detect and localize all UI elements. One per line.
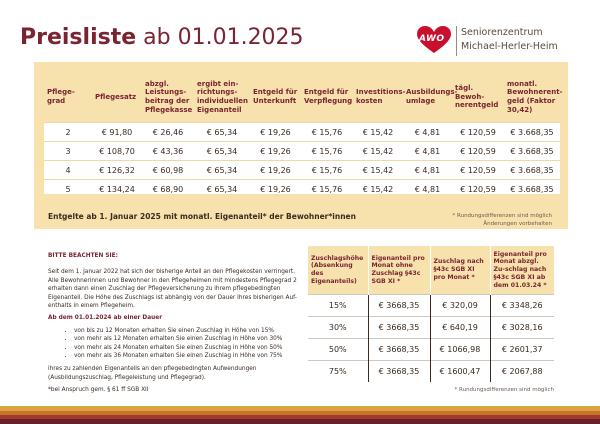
cell-verpflegung: € 15,76: [301, 123, 353, 142]
cell-pflegegrad: 2: [44, 123, 92, 142]
cell-leistungsbeitrag: € 60,98: [142, 161, 194, 180]
cell-verpflegung: € 15,76: [301, 161, 353, 180]
footer-stripe-4: [0, 419, 600, 424]
cell-leistungsbeitrag: € 43,36: [142, 142, 194, 161]
cell-ausbildungsumlage: € 4,81: [403, 123, 452, 142]
cell-pflegesatz: € 134,24: [92, 180, 142, 199]
cell-pflegesatz: € 108,70: [92, 142, 142, 161]
notice-heading: BITTE BEACHTEN SIE:: [48, 253, 118, 259]
price-panel: [34, 62, 568, 229]
cell-ausbildungsumlage: € 4,81: [403, 180, 452, 199]
cell-leistungsbeitrag: € 26,46: [142, 123, 194, 142]
list-item: • von bis zu 12 Monaten erhalten Sie einen Zuschlag in Höhe von 15%: [74, 327, 300, 335]
cell-eigenanteil: € 65,34: [194, 123, 250, 142]
cell-zuschlag: € 320,09: [430, 295, 490, 317]
cell-pflegesatz: € 126,32: [92, 161, 142, 180]
list-item: • von mehr als 24 Monaten erhalten Sie einen Zuschlag in Höhe von 50%: [74, 344, 300, 352]
cell-eigenanteil: € 65,34: [194, 142, 250, 161]
cell-taegl-entgeld: € 120,59: [452, 123, 504, 142]
cell-unterkunft: € 19,26: [250, 142, 301, 161]
cell-eigenanteil-ohne: € 3668,35: [368, 361, 430, 383]
cell-eigenanteil-abzgl: € 2601,37: [490, 339, 554, 361]
surcharge-list: [48, 327, 300, 361]
notice-section: [48, 252, 300, 398]
price-footnote: Entgelte ab 1. Januar 2025 mit monatl. Eigenanteil* der Bewohner*innen: [48, 212, 356, 221]
table-row: [44, 180, 560, 199]
price-table-area: [44, 72, 563, 194]
cell-eigenanteil-ohne: € 3668,35: [368, 295, 430, 317]
logo-divider: [456, 26, 457, 56]
logo-mark: AWO: [419, 34, 445, 44]
cell-leistungsbeitrag: € 68,90: [142, 180, 194, 199]
cell-investitionskosten: € 15,42: [353, 142, 403, 161]
changes-note: Änderungen vorbehalten: [483, 221, 552, 227]
cell-monatl-entgeld: € 3.668,35: [504, 180, 560, 199]
table-row: [308, 361, 554, 383]
table-row: [308, 317, 554, 339]
header-eigenanteil: ergibt ein-richtungs-individuellen Eigenanteil: [197, 79, 249, 114]
notice-paragraph-1: Seit dem 1. Januar 2022 hat sich der bisherige Anteil an den Pflegekosten verringert. Alle Bewohnerinnen und Bewohner in den Pflegeheimen mit mindestens Pflegegrad 2 erhalten dann einen Zuschlag der Pflegeversicherung zu ihrem pflegebedingten Eigenanteil. Die Höhe des Zuschlags ist abhängig von der Dauer Ihres bisherigen Auf-enthalts in einem Pflegeheim.: [48, 269, 297, 309]
cell-verpflegung: € 15,76: [301, 142, 353, 161]
cell-pflegegrad: 5: [44, 180, 92, 199]
header-investitionskosten: Investitions-kosten: [356, 88, 406, 105]
surcharge-rounding-note: * Rundungsdifferenzen sind möglich: [454, 387, 554, 393]
header-pflegesatz: Pflegesatz: [95, 92, 137, 101]
cell-zuschlagshoehe: 50%: [308, 339, 368, 361]
cell-taegl-entgeld: € 120,59: [452, 180, 504, 199]
cell-zuschlag: € 640,19: [430, 317, 490, 339]
cell-monatl-entgeld: € 3.668,35: [504, 123, 560, 142]
surcharge-panel: [308, 246, 554, 380]
header-taegl-entgeld: tägl. Bewoh-nerentgeld: [455, 83, 499, 110]
logo-line-2: Michael-Herler-Heim: [461, 41, 558, 52]
cell-verpflegung: € 15,76: [301, 180, 353, 199]
cell-ausbildungsumlage: € 4,81: [403, 161, 452, 180]
cell-eigenanteil-abzgl: € 3348,26: [490, 295, 554, 317]
table-row: [44, 123, 560, 142]
notice-subheading: Ab dem 01.01.2024 ab einer Dauer: [48, 315, 163, 322]
list-item: • von mehr als 36 Monaten erhalten Sie einen Zuschlag in Höhe von 75%: [74, 352, 300, 360]
cell-investitionskosten: € 15,42: [353, 180, 403, 199]
header-zuschlagshoehe: Zuschlagshöhe (Absenkung des Eigenanteils): [311, 254, 364, 285]
header-zuschlag: Zuschlag nach §43c SGB XI pro Monat *: [430, 246, 490, 295]
logo-line-1: Seniorenzentrum: [461, 27, 543, 38]
cell-monatl-entgeld: € 3.668,35: [504, 142, 560, 161]
header-pflegegrad: Pflege-grad: [47, 88, 75, 105]
price-table-header: [44, 72, 560, 123]
cell-unterkunft: € 19,26: [250, 161, 301, 180]
cell-zuschlagshoehe: 75%: [308, 361, 368, 383]
table-row: [44, 142, 560, 161]
awo-logo: [416, 26, 588, 56]
cell-ausbildungsumlage: € 4,81: [403, 142, 452, 161]
cell-pflegesatz: € 91,80: [92, 123, 142, 142]
header-monatl-entgeld: monatl. Bewohnerent-geld (Faktor 30,42): [507, 79, 563, 114]
cell-monatl-entgeld: € 3.668,35: [504, 161, 560, 180]
header-ausbildungsumlage: Ausbildungs-umlage: [406, 88, 458, 105]
cell-eigenanteil-ohne: € 3668,35: [368, 339, 430, 361]
cell-investitionskosten: € 15,42: [353, 123, 403, 142]
surcharge-table: [308, 246, 554, 382]
table-row: [308, 295, 554, 317]
header-unterkunft: Entgeld für Unterkunft: [253, 88, 298, 105]
cell-unterkunft: € 19,26: [250, 123, 301, 142]
notice-paragraph-3: *bei Anspruch gem. § 61 ff SGB XII: [48, 387, 149, 394]
cell-eigenanteil: € 65,34: [194, 180, 250, 199]
cell-pflegegrad: 3: [44, 142, 92, 161]
cell-pflegegrad: 4: [44, 161, 92, 180]
price-table: [44, 72, 563, 198]
cell-eigenanteil: € 65,34: [194, 161, 250, 180]
cell-investitionskosten: € 15,42: [353, 161, 403, 180]
header-leistungsbeitrag: abzgl. Leistungs-beitrag der Pflegekasse: [145, 79, 193, 114]
cell-taegl-entgeld: € 120,59: [452, 161, 504, 180]
header-eigenanteil-abzgl: Eigenanteil pro Monat abzgl. Zu-schlag nach §43c SGB XI ab dem 01.03.24 *: [490, 246, 554, 295]
table-row: [44, 161, 560, 180]
table-row: [308, 339, 554, 361]
cell-zuschlagshoehe: 30%: [308, 317, 368, 339]
cell-eigenanteil-ohne: € 3668,35: [368, 317, 430, 339]
notice-paragraph-2: ihres zu zahlenden Eigenanteils an den pflegebedingten Aufwendungen (Ausbildungszuschlag, Pflegeleistung und Pflegegrad).: [48, 366, 257, 381]
cell-zuschlag: € 1066,98: [430, 339, 490, 361]
surcharge-table-header: [308, 246, 554, 295]
cell-zuschlagshoehe: 15%: [308, 295, 368, 317]
list-item: • von mehr als 12 Monaten erhalten Sie einen Zuschlag in Höhe von 30%: [74, 335, 300, 343]
cell-unterkunft: € 19,26: [250, 180, 301, 199]
page-title: Preisliste ab 01.01.2025: [20, 25, 304, 50]
header-verpflegung: Entgeld für Verpflegung: [304, 88, 353, 105]
cell-zuschlag: € 1600,47: [430, 361, 490, 383]
cell-taegl-entgeld: € 120,59: [452, 142, 504, 161]
cell-eigenanteil-abzgl: € 3028,16: [490, 317, 554, 339]
cell-eigenanteil-abzgl: € 2067,88: [490, 361, 554, 383]
header-eigenanteil-ohne: Eigenanteil pro Monat ohne Zuschlag §43c SGB XI *: [368, 246, 430, 295]
rounding-note: * Rundungsdifferenzen sind möglich: [452, 213, 552, 219]
